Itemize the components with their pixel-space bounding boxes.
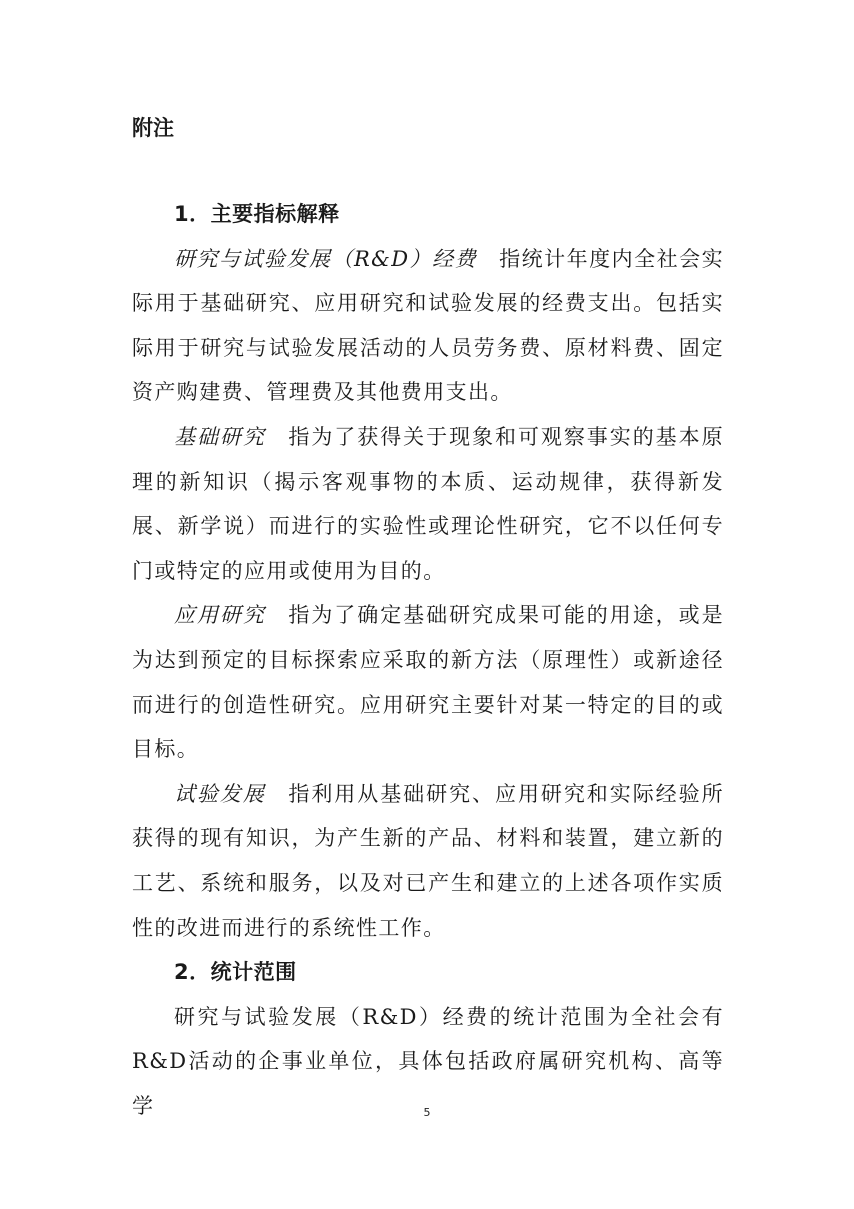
term-experimental-development: 试验发展 xyxy=(174,781,266,806)
definition-text-experimental-development: 指利用从基础研究、应用研究和实际经验所获得的现有知识，为产生新的产品、材料和装置，建立新的工艺、系统和服务，以及对已产生和建立的上述各项作实质性的改进而进行的系统性工作。 xyxy=(132,781,724,940)
term-rd-expenditure: 研究与试验发展（R&D）经费 xyxy=(174,246,478,271)
page-title: 附注 xyxy=(132,116,174,140)
section-heading-scope: 2．统计范围 xyxy=(174,960,297,985)
definition-text-applied-research: 指为了确定基础研究成果可能的用途，或是为达到预定的目标探索应采取的新方法（原理性）或新途径而进行的创造性研究。应用研究主要针对某一特定的目的或目标。 xyxy=(132,603,724,762)
definition-text-basic-research: 指为了获得关于现象和可观察事实的基本原理的新知识（揭示客观事物的本质、运动规律，获得新发展、新学说）而进行的实验性或理论性研究，它不以任何专门或特定的应用或使用为目的。 xyxy=(132,424,724,583)
scope-paragraph: 研究与试验发展（R&D）经费的统计范围为全社会有R&D活动的企事业单位，具体包括政府属研究机构、高等学 xyxy=(132,1004,724,1118)
definition-applied-research xyxy=(132,593,724,771)
section-heading-indicators: 1．主要指标解释 xyxy=(174,202,340,226)
definition-rd-expenditure xyxy=(132,237,724,415)
document-body xyxy=(132,192,724,1128)
definition-text-rd-expenditure: 指统计年度内全社会实际用于基础研究、应用研究和试验发展的经费支出。包括实际用于研究与试验发展活动的人员劳务费、原材料费、固定资产购建费、管理费及其他费用支出。 xyxy=(132,246,724,405)
page-number: 5 xyxy=(423,1106,431,1119)
term-applied-research: 应用研究 xyxy=(174,603,266,628)
term-basic-research: 基础研究 xyxy=(174,424,266,449)
definition-basic-research xyxy=(132,415,724,593)
definition-experimental-development xyxy=(132,772,724,950)
